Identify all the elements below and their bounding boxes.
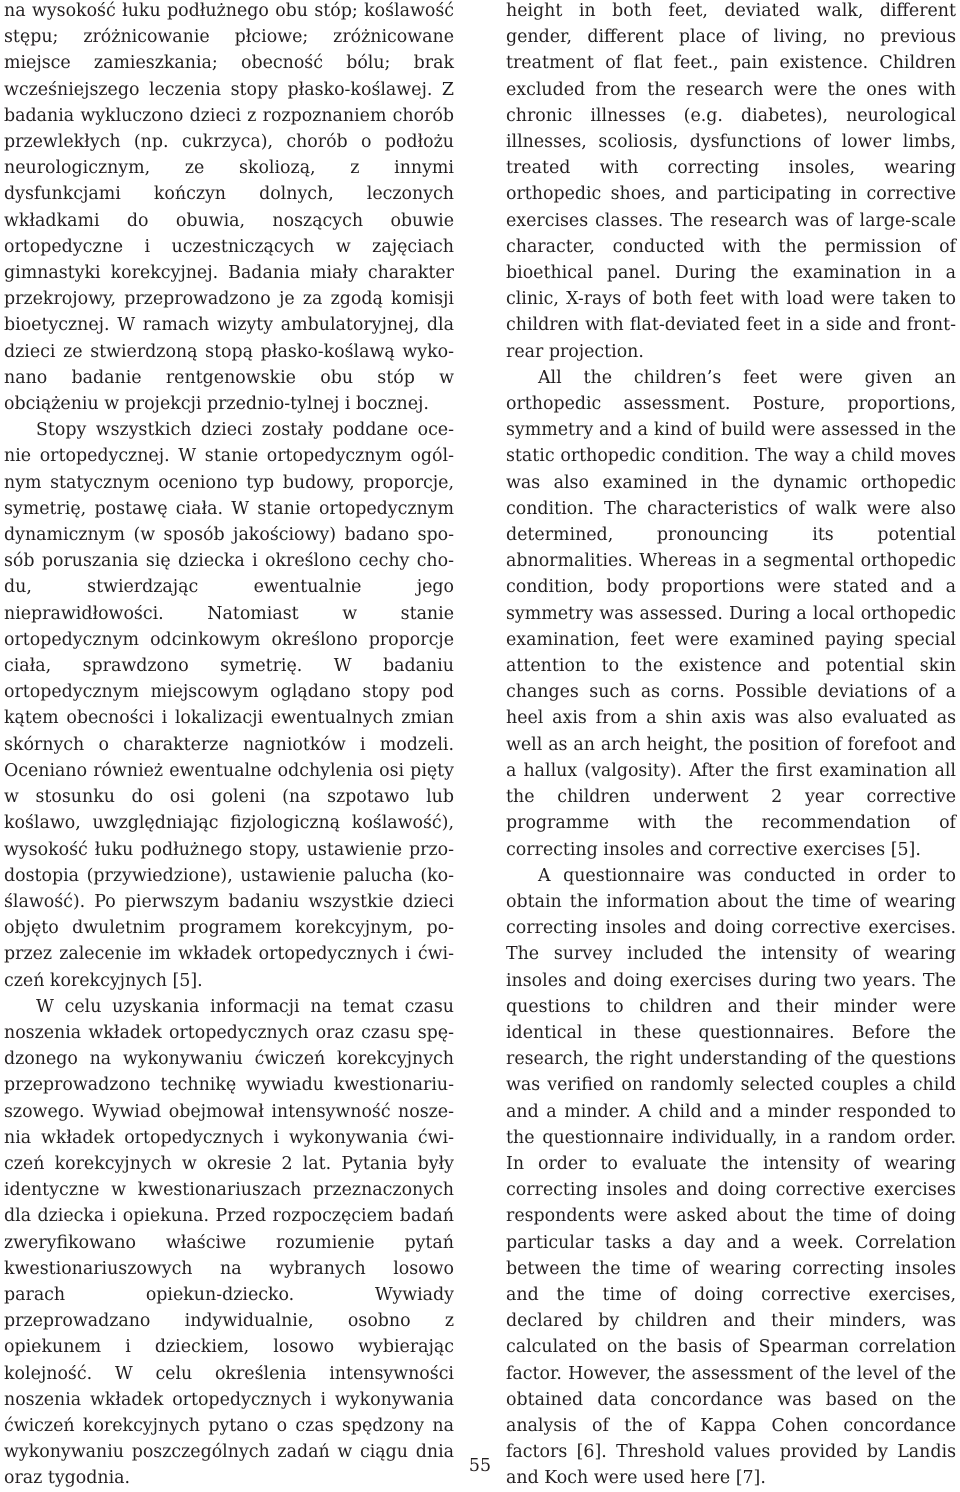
right-paragraph-1: height in both feet, deviated walk, different gender, different place of living, no previous treatment of flat feet., pain existence. Children excluded from the research were the ones with chronic illnesses (e.g. diabetes), neurological illnesses, scoliosis, dysfunctions of lower limbs, treated with correcting insoles, wearing orthopedic shoes, and participating in corrective exercises classes. The research was of large-scale character, conducted with the permission of bioethical panel. During the examination in a clinic, X-rays of both feet with load were taken to children with flat-deviated feet in a side and frontrear projection. (506, 1, 956, 362)
left-column (4, 0, 454, 1492)
left-paragraph-1: na wysokość łuku podłużnego obu stóp; koślawość stępu; zróżnicowanie płciowe; zróżnicowane miejsce zamieszkania; obecność bólu; brak wcześniejszego leczenia stopy płasko-koślawej. Z badania wykluczono dzieci z rozpoznaniem chorób przewlekłych (np. cukrzyca), chorób o podłożu neurologicznym, ze skoliozą, z innymi dysfunkcjami kończyn dolnych, leczonych wkładkami do obuwia, noszących obuwie ortopedyczne i uczestniczących w zajęciach gimnastyki korekcyjnej. Badania miały charakter przekrojowy, przeprowadzono je za zgodą komisji bioetycznej. W ramach wizyty ambulatoryjnej, dla dzieci ze stwierdzoną stopą płasko-koślawą wykonano badanie rentgenowskie obu stóp w obciążeniu w projekcji przednio-tylnej i bocznej. (4, 1, 454, 415)
right-column (506, 0, 956, 1492)
left-paragraph-2: Stopy wszystkich dzieci zostały poddane ocenie ortopedycznej. W stanie ortopedycznym ogólnym statycznym oceniono typ budowy, proporcje, symetrię, postawę ciała. W stanie ortopedycznym dynamicznym (w sposób jakościowy) badano sposób poruszania się dziecka i określono cechy chodu, stwierdzając ewentualnie jego nieprawidłowości. Natomiast w stanie ortopedycznym odcinkowym określono proporcje ciała, sprawdzono symetrię. W badaniu ortopedycznym miejscowym oglądano stopy pod kątem obecności i lokalizacji ewentualnych zmian skórnych o charakterze nagniotków i modzeli. Oceniano również ewentualne odchylenia osi pięty w stosunku do osi goleni (na szpotawo lub koślawo, uwzględniając fizjologiczną koślawość), wysokość łuku podłużnego stopy, ustawienie przodostopia (przywiedzione), ustawienie palucha (koślawość). Po pierwszym badaniu wszystkie dzieci objęto dwuletnim programem korekcyjnym, poprzez zalecenie im wkładek ortopedycznych i ćwiczeń korekcyjnych [5]. (4, 420, 454, 991)
right-paragraph-2: All the children’s feet were given an orthopedic assessment. Posture, proportions, symmetry and a kind of build were assessed in the static orthopedic condition. The way a child moves was also examined in the dynamic orthopedic condition. The characteristics of walk were also determined, pronouncing its potential abnormalities. Whereas in a segmental orthopedic condition, body proportions were stated and a symmetry was assessed. During a local orthopedic examination, feet were examined paying special attention to the existence and potential skin changes such as corns. Possible deviations of a heel axis from a shin axis was also evaluated as well as an arch height, the position of forefoot and a hallux (valgosity). After the first examination all the children underwent 2 year corrective programme with the recommendation of correcting insoles and corrective exercises [5]. (506, 367, 956, 860)
left-paragraph-3: W celu uzyskania informacji na temat czasu noszenia wkładek ortopedycznych oraz czasu spędzonego na wykonywaniu ćwiczeń korekcyjnych przeprowadzono technikę wywiadu kwestionariuszowego. Wywiad obejmował intensywność noszenia wkładek ortopedycznych i wykonywania ćwiczeń korekcyjnych w okresie 2 lat. Pytania były identyczne w kwestionariuszach przeznaczonych dla dziecka i opiekuna. Przed rozpoczęciem badań zweryfikowano właściwe rozumienie pytań kwestionariuszowych na wybranych losowo parach opiekun-dziecko. Wywiady przeprowadzano indywidualnie, osobno z opiekunem i dzieckiem, losowo wybierając kolejność. W celu określenia intensywności noszenia wkładek ortopedycznych i wykonywania ćwiczeń korekcyjnych pytano o czas spędzony na wykonywaniu poszczególnych zadań w ciągu dnia oraz tygodnia. (4, 996, 454, 1489)
page-number: 55 (468, 1456, 492, 1476)
right-paragraph-3: A questionnaire was conducted in order to obtain the information about the time of wearing correcting insoles and doing corrective exercises. The survey included the intensity of wearing insoles and doing exercises during two years. The questions to children and their minder were identical in these questionnaires. Before the research, the right understanding of the questions was verified on randomly selected couples a child and a minder. A child and a minder responded to the questionnaire individually, in a random order. In order to evaluate the intensity of wearing correcting insoles and doing corrective exercises respondents were asked about the time of doing particular tasks a day and a week. Correlation between the time of wearing correcting insoles and the time of doing corrective exercises, declared by children and their minders, was calculated on the basis of Spearman correlation factor. However, the assessment of the level of the obtained data concordance was based on the analysis of the of Kappa Cohen concordance factors [6]. Threshold values provided by Landis and Koch were used here [7]. (506, 865, 956, 1489)
